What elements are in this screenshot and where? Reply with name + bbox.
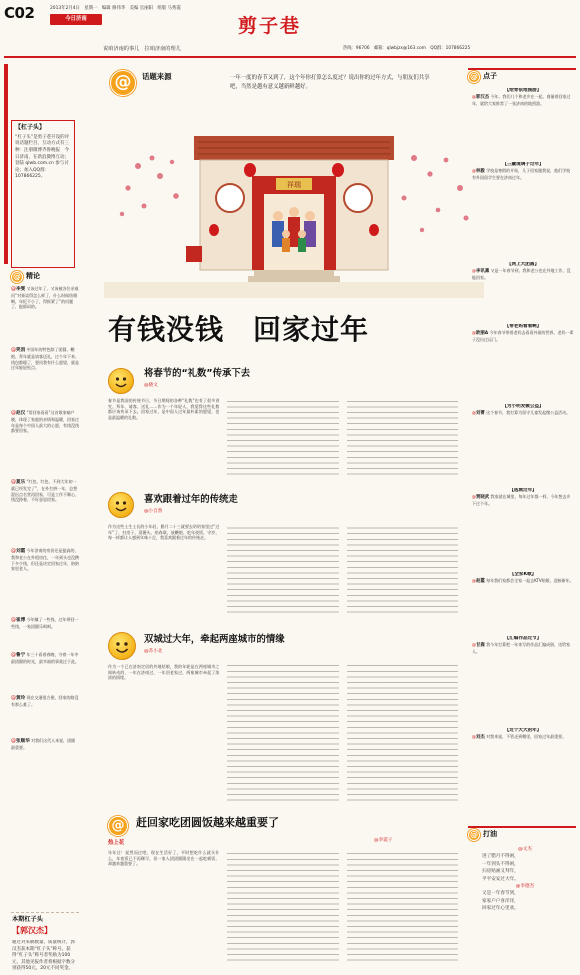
dianzi-item-head: 【汇编作品过节】 [504, 636, 542, 641]
gangzitou-body: “杠子头”是剪子巷开设的评说话题栏目，互动方式有三种：注册微博齐鲁晚报 今日济南，在新浪微博互动；登陆 qlwb.com.cn 参与讨论；加入QQ群：107866225。 [15, 134, 70, 180]
poem-line: 扫房贴画又拜年， [482, 869, 519, 875]
dianzi-item [472, 488, 574, 572]
section-name: 今日济南 [65, 16, 87, 22]
right-column [468, 64, 576, 970]
dianzi-item-head: 【为小明发微公益】 [502, 404, 544, 409]
window-right [344, 184, 372, 212]
article-title: 双城过大年，牵起两座城市的情缘 [144, 634, 285, 645]
comment-name: 李雯 [16, 287, 26, 292]
dianzi-list [472, 88, 574, 796]
dianzi-item-text: 这个春节，我打算为留守儿童发起微公益活动。 [486, 409, 571, 415]
comment-name: 赵汉 [16, 411, 26, 416]
article-author: @苏小北 [144, 649, 163, 654]
dayou-label: 打油 [483, 830, 497, 839]
article-author: @李震子 [374, 838, 393, 843]
poem-line: 一年到头不得闲， [482, 861, 519, 867]
article-4 [104, 814, 462, 966]
at-icon: @ [470, 72, 478, 81]
article-body-text: 年年过！说然而过吧，现在生活好了，平时想吃什么就买什么，年夜饭已不再稀罕，但一家人团团圆圆坐在一起吃顿饭，却越来越重要了。 [108, 850, 220, 867]
poem-line: 进了腊月不得闲， [482, 854, 519, 860]
masthead-rule [4, 56, 576, 58]
poem-line: 家家户户喜洋洋， [482, 898, 519, 904]
section-name-badge [50, 14, 102, 25]
dianzi-item-head: 【过个大大的年】 [504, 728, 542, 733]
dianzi-item-text: 今年春节带着老妈去看看外面的世界，老妈一辈子没出过远门。 [472, 329, 574, 342]
comment-at-icon: @ [11, 695, 16, 701]
dianzi-item-head: 【全家K歌】 [509, 572, 537, 577]
comment-name: 笑涓 [16, 348, 26, 353]
dianzi-item-author: 欧丽A [476, 330, 489, 336]
poem-line: 平平安安过大年。 [482, 876, 519, 882]
comment-name: 刘霞 [16, 549, 26, 554]
dianzi-item-author: 李讯凛 [476, 268, 490, 274]
comment-at-icon: @ [11, 548, 16, 554]
comment-text: “红包，红包，不到大年初一就已经发完了”，在外打拼一年，总想混出点名堂再回家，可是工作不顺心，钱没挣着，不好意思回家。 [11, 479, 79, 503]
item-at-icon: @ [472, 329, 476, 335]
comment-at-icon: @ [11, 652, 16, 658]
article-body-column [227, 524, 338, 616]
article-2 [104, 488, 462, 620]
dianzi-item-text: 又是一年春节到，我和老公也在外地工作，没能回家。 [472, 267, 571, 280]
item-at-icon: @ [472, 93, 476, 99]
dianzi-item-text: 学校是寒假的开始，儿子回家跟我说，他们学校有外国留学生要在济南过年。 [472, 167, 571, 180]
comment-at-icon: @ [11, 347, 16, 353]
comment-item [11, 548, 79, 614]
dianzi-header [468, 68, 576, 82]
article-body [108, 524, 458, 616]
article-title: 将春节的“礼数”传承下去 [144, 368, 251, 379]
item-at-icon: @ [472, 167, 476, 173]
jinglun-header [11, 270, 77, 284]
comment-list [11, 286, 79, 808]
article-body-column [347, 524, 458, 616]
dianzi-item [472, 636, 574, 728]
dianzi-item-author: 郭汉杰 [476, 94, 490, 100]
article-body-column [227, 398, 338, 478]
comment-name: 夏乐 [16, 480, 26, 485]
dianzi-item-author: 刘菁 [476, 410, 485, 416]
dianzi-item-author: 贾晓武 [476, 494, 490, 500]
at-icon: @ [110, 70, 136, 96]
article-author: @晓文 [144, 383, 158, 388]
family-figures [272, 207, 316, 252]
article-kicker: 热上花 [108, 840, 125, 846]
hero-label: 本期杠子头 [12, 916, 43, 923]
new-year-illustration [104, 118, 484, 298]
dianzi-item [472, 572, 574, 636]
window-left [216, 184, 244, 212]
comment-text: 年三十看着春晚，守着一年中最团圆的时光，最幸福的事莫过于此。 [11, 652, 79, 664]
dianzi-item-text: 对我来说，不管走到哪里，回家过年最重要。 [486, 733, 567, 739]
article-title: 赶回家吃团圆饭越来越重要了 [136, 816, 279, 829]
poem-line: @文杰 [518, 847, 532, 852]
at-icon: @ [13, 272, 21, 281]
contact-line: 热线：96706 邮箱：qlwbjzx@163.com QQ群：107866225 [343, 46, 471, 51]
item-at-icon: @ [472, 409, 476, 415]
article-body-text: 作为一个已在济南定居的外地姑娘，我的年轮是在两座城市之间转动的，一年在济南过，一年回老家过，两座城市牵起了浓浓的情缘。 [108, 664, 220, 681]
dianzi-item-head: 【网上大团圆】 [506, 262, 540, 267]
comment-text: 今年赚了一些钱，过年带回一些钱，一家团圆乐呵呵。 [11, 617, 79, 629]
comment-text: “常回家看看”这首歌家喻户晓，体现了家庭的亲情和温暖，回家过年是每个中国人最大的心愿，有钱没钱都要回家。 [11, 410, 79, 434]
headline: 有钱没钱 回家过年 [108, 313, 370, 346]
dianzi-item-head: 【带老妈看看啊】 [504, 324, 542, 329]
item-at-icon: @ [472, 267, 476, 273]
dianzi-item-text: 每年我们家都会全家一起去KTV唱歌，迎接新年。 [486, 577, 574, 583]
comment-item [11, 652, 79, 692]
article-body-text: 作为这些土生土长的小年轻，腊月二十三就要去奶奶家里过“过年”了，扫房子、蒸馒头、贴春联、放鞭炮、吃年夜饭、守岁，每一样都让人感到年味十足，我喜欢跟着过年的传统走。 [108, 524, 220, 541]
item-at-icon: @ [472, 733, 476, 739]
dianzi-item [472, 162, 574, 262]
jinglun-label: 精论 [26, 272, 40, 281]
comment-item [11, 410, 79, 476]
hero-body: 通过对来稿数量、质量统计，郭汉杰获本期“杠子头”称号。获得“杠子头”称号者奖励为100元，其他见报作者将根据字数分别获得50元、20元不同奖金。 [12, 940, 75, 972]
comment-item [11, 286, 79, 344]
comment-item [11, 695, 79, 735]
poem-line: 回家过年心里欢。 [482, 906, 519, 912]
dianzi-item-text: 我家就在城里，每年过年都一样，今年想去乡下过个年。 [472, 493, 571, 506]
dianzi-item-head: 【三藏琉璃子过年】 [502, 162, 544, 167]
item-at-icon: @ [472, 641, 476, 647]
article-body-column [347, 398, 458, 478]
article-author: @小自然 [144, 509, 163, 514]
comment-at-icon: @ [11, 286, 16, 292]
comment-item [11, 479, 79, 545]
item-at-icon: @ [472, 493, 476, 499]
hero-name: 【郭汉杰】 [12, 926, 52, 935]
article-body-text: 春节是我国的传统节日，节日期间的各种“礼数”也有了很多讲究。拜年、请客、送礼……作为一个年轻人，我觉得这些礼数都应该传承下去。回家过年，是中国人过年最朴素的愿望，也是最温暖的礼数。 [108, 398, 220, 420]
dianzi-item-head: 【逃城过年】 [509, 488, 537, 493]
article-3 [104, 628, 462, 808]
dianzi-item-author: 甘鹿 [476, 642, 485, 648]
article-body [108, 850, 458, 964]
date-line: 2013年2月4日 星期一 编辑 修伟华 美编 官丽阳 组版 马秀霞 [50, 6, 181, 11]
comment-at-icon: @ [11, 617, 16, 623]
smiley-icon [108, 632, 136, 660]
article-body-column [347, 850, 458, 964]
dianzi-item-head: 【给青依地图游】 [504, 88, 542, 93]
dianzi-item [472, 728, 574, 788]
dianzi-item [472, 262, 574, 324]
comment-text: 中国年的特色除了团圆、鞭炮、拜年就是请客送礼，过个年下来，钱包都瘪了，要问我有什么愿望，就是过年能轻松点。 [11, 347, 79, 371]
comment-item [11, 347, 79, 407]
dianzi-item-author: 赵霞 [476, 578, 485, 584]
comment-at-icon: @ [11, 410, 16, 416]
gate-sign: 祥瑞 [287, 181, 301, 189]
ground [104, 282, 484, 298]
masthead [0, 0, 580, 62]
dianzi-item-text: 今年，我们几个和老乡在一起，商量着回家过年，就给大家推荐了一张济南的地图游。 [472, 93, 571, 106]
section-code: C02 [4, 4, 35, 22]
at-icon: @ [108, 816, 128, 836]
dayou-poems [482, 846, 568, 966]
comment-name: 鲁宁 [16, 653, 26, 658]
poem-line: 又是一年春节到， [482, 891, 519, 897]
page-title: 剪子巷 [238, 15, 302, 37]
hero-divider [11, 912, 79, 913]
comment-name: 崔博 [16, 618, 26, 623]
comment-at-icon: @ [11, 479, 16, 485]
article-body-column [227, 664, 338, 804]
dianzi-item [472, 324, 574, 404]
steps [248, 270, 340, 282]
article-body-column [347, 664, 458, 804]
dianzi-item-author: 林毅 [476, 168, 485, 174]
poem-line: @李德杰 [515, 884, 535, 890]
comment-name: 黄玲 [16, 696, 26, 701]
dayou-header [468, 826, 576, 840]
dianzi-label: 点子 [483, 72, 497, 81]
dianzi-item-text: 我今年打算把一年来写的作品汇编成册，送给家人。 [472, 641, 571, 654]
comment-at-icon: @ [11, 738, 16, 744]
article-body-column [227, 850, 338, 964]
article-body [108, 664, 458, 804]
comment-name: 张顺华 [16, 739, 30, 744]
dianzi-item-author: 刘杰 [476, 734, 485, 740]
topic-header [110, 66, 450, 110]
topic-intro: 一年一度的春节又到了，这个年你打算怎么度过？说出你的过年方式，与朋友们共享吧，当然是越有意义越新鲜越好。 [230, 75, 430, 90]
article-1 [104, 364, 462, 480]
dianzi-item [472, 404, 574, 488]
topic-label: 话题来源 [142, 72, 172, 81]
left-sidebar [4, 64, 78, 970]
smiley-icon [108, 368, 134, 394]
article-body [108, 398, 458, 478]
at-icon: @ [470, 830, 478, 839]
comment-item [11, 738, 79, 778]
comment-text: 今年济南的房价还是挺高的，我和老公在外租房住，一年到头也没攒下多少钱，但还是决定回家过年，陪陪家里老人。 [11, 548, 79, 572]
flower-pot [186, 246, 202, 262]
comment-item [11, 617, 79, 649]
item-at-icon: @ [472, 577, 476, 583]
gangzitou-title: 【杠子头】 [15, 124, 46, 131]
comment-text: 又该过年了，又该被各位亲戚问“对象谈得怎么样了，什么时候结婚啊，年纪不小了，得抓紧了”的问题了，挺郁闷的。 [11, 286, 79, 310]
smiley-icon [108, 492, 134, 518]
dianzi-item [472, 88, 574, 162]
gangzitou-box [11, 120, 75, 268]
sidebar-red-rule [4, 64, 8, 264]
slogan: 说咱济南的事儿 拉咱济南的理儿 [103, 46, 181, 52]
article-title: 喜欢跟着过年的传统走 [144, 494, 238, 505]
comment-text: 对我们这代人来说，团圆最重要。 [11, 738, 76, 750]
comment-text: 现在交通很方便，回家的路没有那么难了。 [11, 695, 79, 707]
